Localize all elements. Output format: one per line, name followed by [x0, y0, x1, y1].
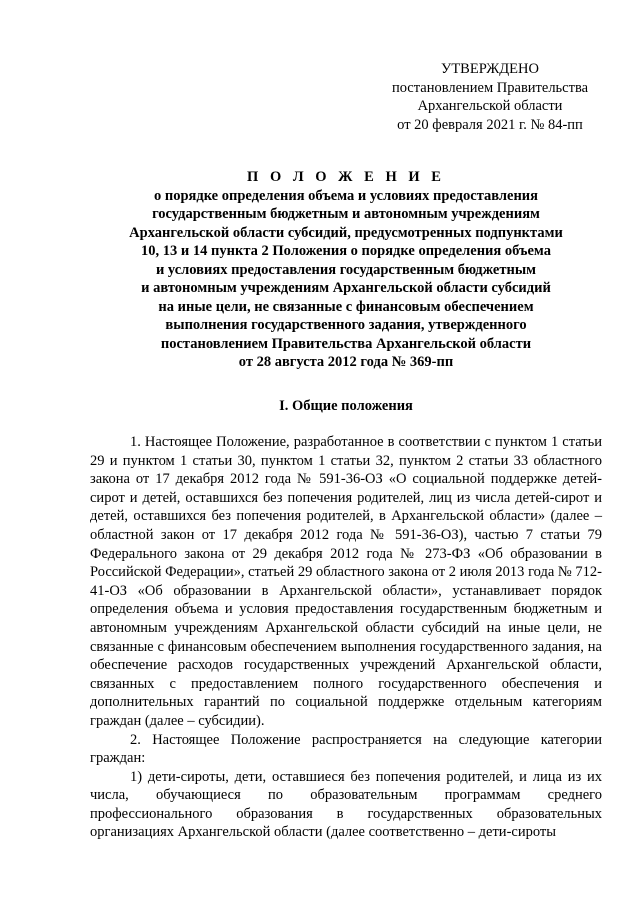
- title-line: о порядке определения объема и условиях предоставления: [153, 187, 539, 204]
- approval-line: Архангельской области: [417, 98, 563, 114]
- title-line: и автономным учреждениям Архангельской области субсидий: [141, 280, 551, 296]
- document-body: [90, 433, 602, 842]
- title-line: выполнения государственного задания, утвержденного: [165, 317, 527, 333]
- approval-line: постановлением Правительства: [391, 79, 589, 96]
- approval-title: УТВЕРЖДЕНО: [441, 61, 539, 77]
- title-line: и условиях предоставления государственным бюджетным: [155, 261, 537, 278]
- document-title-block: [90, 168, 602, 372]
- section-heading: I. Общие положения: [279, 398, 413, 414]
- title-line: 10, 13 и 14 пункта 2 Положения о порядке определения объема: [141, 243, 551, 259]
- title-line: от 28 августа 2012 года № 369-пп: [238, 354, 454, 370]
- title-line: государственным бюджетным и автономным учреждениям: [152, 206, 540, 222]
- paragraph: 2. Настоящее Положение распространяется на следующие категории граждан:: [90, 731, 602, 767]
- title-line: на иные цели, не связанные с финансовым обеспечением: [158, 298, 534, 315]
- paragraph: 1) дети-сироты, дети, оставшиеся без попечения родителей, и лица из их числа, обучающиеся по образовательным программам среднего профессионального образования в государственных образовательных организациях Архангельской области (далее соответственно – дети-сироты: [90, 768, 602, 841]
- title-line: постановлением Правительства Архангельской области: [160, 335, 532, 352]
- approval-stamp: [370, 60, 610, 134]
- document-title: П О Л О Ж Е Н И Е: [247, 169, 445, 185]
- paragraph: 1. Настоящее Положение, разработанное в соответствии с пунктом 1 статьи 29 и пунктом 1 статьи 30, пунктом 1 статьи 32, пунктом 2 статьи 33 областного закона от 17 декабря 2012 года № 591-36-ОЗ «О социальной поддержке детей-сирот и детей, оставшихся без попечения родителей, лиц из числа детей-сирот и детей, оставшихся без попечения родителей, в Архангельской области» (далее – областной закон от 17 декабря 2012 года № 591-36-ОЗ), частью 7 статьи 79 Федерального закона от 29 декабря 2012 года № 273-ФЗ «Об образовании в Российской Федерации», статьей 29 областного закона от 2 июля 2013 года № 712-41-ОЗ «Об образовании в Архангельской области», устанавливает порядок определения объема и условия предоставления государственным бюджетным и автономным учреждениям Архангельской области субсидий на иные цели, не связанные с финансовым обеспечением выполнения государственного задания, на обеспечение расходов государственных учреждений Архангельской области, связанных с предоставлением полного государственного обеспечения и дополнительных гарантий по социальной поддержке отдельным категориям граждан (далее – субсидии).: [90, 434, 602, 729]
- approval-date-line: от 20 февраля 2021 г. № 84-пп: [397, 116, 583, 133]
- title-line: Архангельской области субсидий, предусмотренных подпунктами: [129, 224, 563, 241]
